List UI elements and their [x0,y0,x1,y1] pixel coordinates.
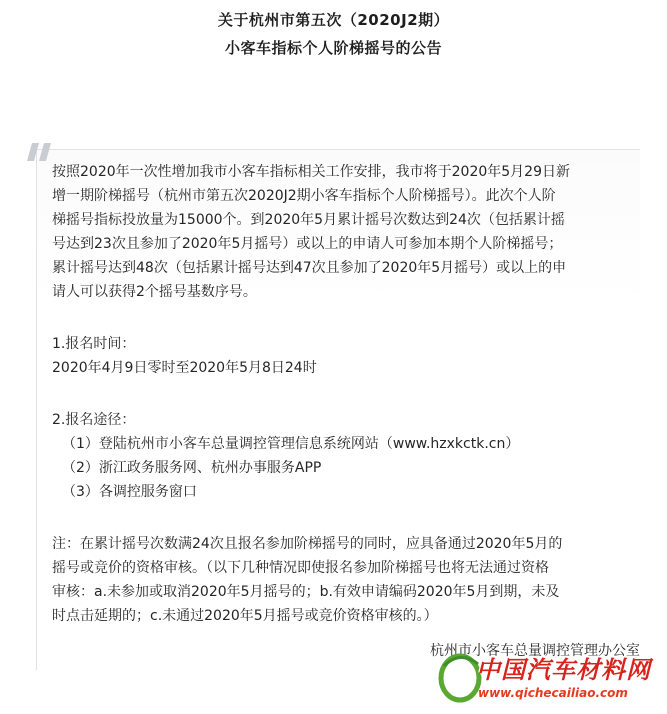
section-registration-channels [52,408,622,504]
note-line: 时点击延期的；c.未通过2020年5月摇号或竞价资格审核的。） [52,608,438,624]
section-heading: 2.报名途径： [52,412,136,428]
list-item: （3）各调控服务窗口 [62,484,197,500]
list-item: （1）登陆杭州市小客车总量调控管理信息系统网站（www.hzxkctk.cn） [62,436,520,452]
intro-paragraph [52,160,622,304]
note-line: 审核：a.未参加或取消2020年5月摇号的；b.有效申请编码2020年5月到期，未及 [52,584,560,600]
intro-line: 增一期阶梯摇号（杭州市第五次2020J2期小客车指标个人阶梯摇号）。此次个人阶 [52,188,556,204]
quote-icon [26,142,52,162]
section-registration-time [52,332,622,380]
announcement-body [52,160,622,628]
registration-time: 2020年4月9日零时至2020年5月8日24时 [52,360,317,376]
intro-line: 累计摇号达到48次（包括累计摇号达到47次且参加了2020年5月摇号）或以上的申 [52,260,567,276]
note-line: 摇号或竞价的资格审核。（以下几种情况即使报名参加阶梯摇号也将无法通过资格 [52,560,549,576]
section-heading: 1.报名时间： [52,336,136,352]
watermark-url: www.qichecailiao.com [478,686,628,700]
intro-line: 号达到23次且参加了2020年5月摇号）或以上的申请人可参加本期个人阶梯摇号； [52,236,563,252]
note-paragraph [52,532,622,628]
intro-line: 请人可以获得2个摇号基数序号。 [52,284,257,300]
intro-line: 梯摇号指标投放量为15000个。到2020年5月累计摇号次数达到24次（包括累计摇 [52,212,565,228]
watermark-title: 中国汽车材料网 [476,656,651,684]
page-title: 关于杭州市第五次（2020J2期） [217,11,450,29]
intro-line: 按照2020年一次性增加我市小客车指标相关工作安排，我市将于2020年5月29日新 [52,164,570,180]
note-line: 注：在累计摇号次数满24次且报名参加阶梯摇号的同时，应具备通过2020年5月的 [52,536,563,552]
page-subtitle: 小客车指标个人阶梯摇号的公告 [224,39,442,57]
signature: 杭州市小客车总量调控管理办公室 [430,643,640,659]
list-item: （2）浙江政务服务网、杭州办事服务APP [62,460,322,476]
site-watermark [436,646,661,708]
